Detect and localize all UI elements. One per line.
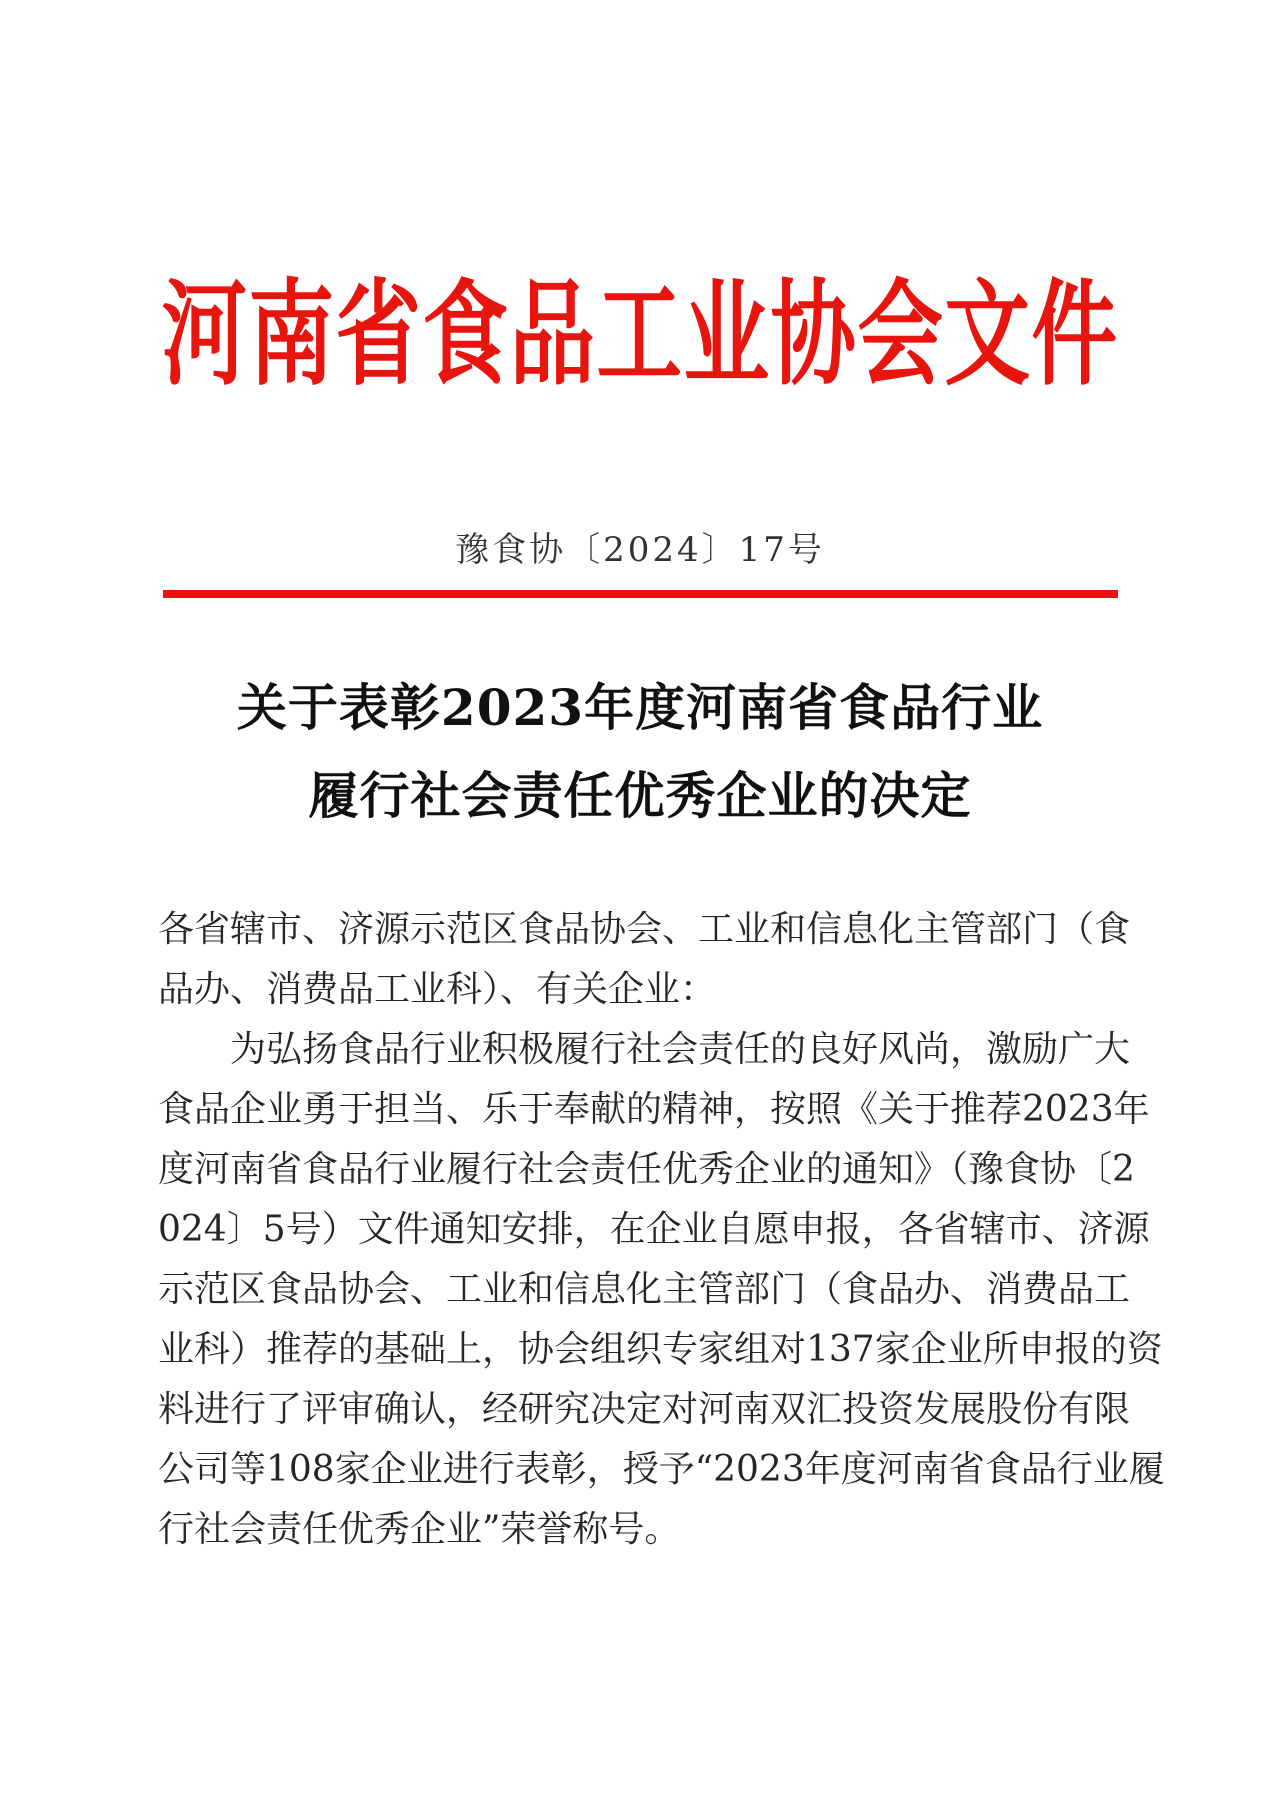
document-number: 豫食协〔2024〕17号 bbox=[455, 530, 825, 570]
body-line: 为弘扬食品行业积极履行社会责任的良好风尚，激励广大 bbox=[158, 1029, 1131, 1070]
body-line: 食品企业勇于担当、乐于奉献的精神，按照《关于推荐2023年 bbox=[158, 1089, 1150, 1130]
document-title-line1: 关于表彰2023年度河南省食品行业 bbox=[236, 678, 1044, 737]
document-title bbox=[0, 664, 1280, 840]
body-line-salutation: 各省辖市、济源示范区食品协会、工业和信息化主管部门（食 bbox=[158, 909, 1131, 950]
body-line: 业科）推荐的基础上，协会组织专家组对137家企业所申报的资 bbox=[158, 1329, 1163, 1370]
body-line: 024〕5号）文件通知安排，在企业自愿申报，各省辖市、济源 bbox=[158, 1209, 1150, 1250]
body-line: 料进行了评审确认，经研究决定对河南双汇投资发展股份有限 bbox=[158, 1389, 1131, 1430]
red-divider-line bbox=[163, 590, 1118, 598]
body-line: 公司等108家企业进行表彰，授予“2023年度河南省食品行业履 bbox=[158, 1449, 1165, 1490]
document-body bbox=[158, 900, 1165, 1560]
body-line: 示范区食品协会、工业和信息化主管部门（食品办、消费品工 bbox=[158, 1269, 1131, 1310]
masthead-title: 河南省食品工业协会文件 bbox=[161, 267, 1119, 401]
document-title-line2: 履行社会责任优秀企业的决定 bbox=[308, 766, 972, 825]
body-line-salutation: 品办、消费品工业科）、有关企业： bbox=[158, 969, 717, 1010]
body-line: 度河南省食品行业履行社会责任优秀企业的通知》（豫食协〔2 bbox=[158, 1149, 1135, 1190]
body-line: 行社会责任优秀企业”荣誉称号。 bbox=[158, 1509, 681, 1550]
